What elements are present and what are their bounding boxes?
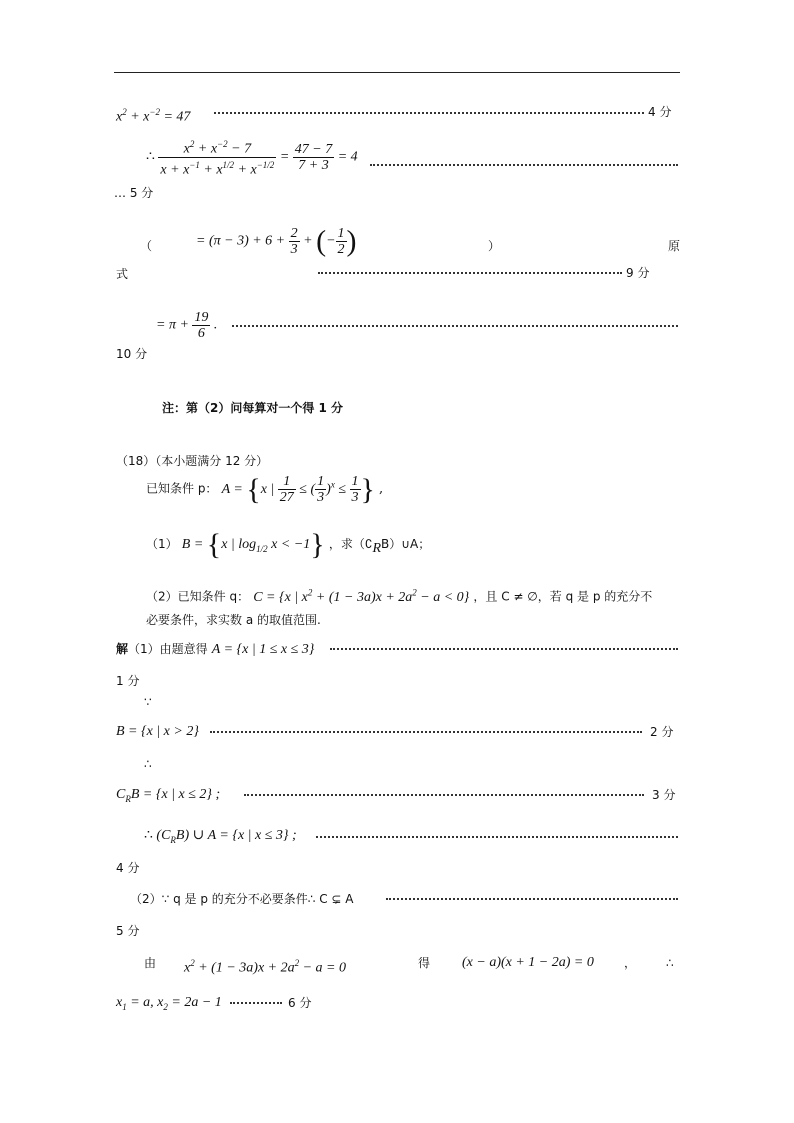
by-label: 由: [144, 956, 157, 970]
dotted-leader: [214, 112, 644, 114]
score-s1: 1 分: [116, 674, 140, 688]
result-eq: = π + $\frac{19}{6}$ .: [156, 310, 218, 341]
dotted-leader: [330, 648, 678, 650]
score-4: 4 分: [648, 105, 672, 119]
eq-roots: $x_1 = a$, $x_2 = 2a - 1$: [116, 995, 222, 1012]
header-rule: [114, 72, 680, 73]
dotted-leader: [232, 325, 678, 327]
note: 注：第（2）问每算对一个得 1 分: [162, 401, 344, 415]
paren-close: ）: [488, 239, 501, 253]
q18-header: （18）（本小题满分 12 分）: [116, 454, 269, 468]
part1-label: （1）: [146, 537, 178, 552]
get-label: 得: [418, 956, 431, 970]
cond-p-line: 已知条件 p： A = {x | $\frac{1}{27}$ ≤ ( $\frac{1}{3}$ )$^x$ ≤ $\frac{1}{3}$ } ,: [146, 472, 384, 506]
eq-CRB: $C_RB = \{x$ | x ≤ 2} ;: [116, 787, 221, 804]
part2-mid: ，且 C ≠ ∅，若 q 是 p 的充分不: [473, 589, 653, 604]
score-s2: 2 分: [650, 725, 674, 739]
score-s4: 4 分: [116, 861, 140, 875]
part2-label: （2）已知条件 q：: [146, 589, 250, 604]
part2-line: （2）已知条件 q： C = {x | $x^2 + (1 - 3a)x + 2a^2 - a < 0$} ，且 C ≠ ∅，若 q 是 p 的充分不: [146, 587, 653, 605]
part1-ask2: B）∪A；: [381, 537, 431, 552]
eq-factored: (x − a)(x + 1 − 2a) = 0: [462, 955, 594, 970]
eq-B: B = {x | x > 2}: [116, 724, 199, 739]
dotted-leader: [230, 1002, 282, 1004]
therefore-1: ∴: [144, 757, 152, 771]
therefore-2: ∴: [666, 956, 674, 970]
paren-open: （: [140, 239, 153, 253]
yuan-char: 原: [668, 239, 681, 253]
dotted-leader: [316, 836, 678, 838]
score-s5: 5 分: [116, 924, 140, 938]
score-s3: 3 分: [652, 788, 676, 802]
score-s6: 6 分: [288, 996, 312, 1010]
because-1: ∵: [144, 695, 152, 709]
part1-line: （1） B = {x | $\log_{1/2} x < -1$} ，求$(∁_RB)\cup A$；: [146, 528, 431, 561]
dotted-leader: [210, 731, 642, 733]
part2-line2: 必要条件，求实数 a 的取值范围.: [146, 613, 321, 627]
eq-union: ∴ $(C_RB)$ ∪ A = {x | x ≤ 3} ;: [144, 828, 297, 845]
eq-x2: $x^2 + x^{-2} = 47$: [116, 107, 191, 125]
solution-line-1: 解（1）由题意得 A = {x | 1 ≤ x ≤ 3}: [116, 642, 315, 657]
score-9: 9 分: [626, 266, 650, 280]
shi-char: 式: [116, 267, 129, 281]
sol-1: （1）由题意得: [128, 642, 208, 656]
dotted-leader: [386, 898, 678, 900]
dotted-leader: [244, 794, 644, 796]
score-10: 10 分: [116, 347, 148, 361]
cond-p-label: 已知条件 p：: [146, 481, 218, 496]
comma: ，: [624, 956, 637, 970]
dotted-leader: [370, 164, 678, 166]
score-5: … 5 分: [114, 186, 154, 200]
fraction-eq: ∴ $\frac{x^2 + x^{-2} - 7}{x + x^{-1} + x^{1/2} + x^{-1/2}}$ = $\frac{47 - 7}{7 + 3}$ = 4: [146, 139, 358, 178]
part1-ask: ，求（∁: [328, 537, 373, 552]
dotted-leader: [318, 272, 622, 274]
formula-original: = (π − 3) + 6 + $\frac{2}{3}$ + (− $\frac{1}{2}$ ): [196, 224, 357, 258]
sol-label: 解: [116, 642, 129, 656]
part2-solution: （2）∵ q 是 p 的充分不必要条件∴ C ⊊ A: [130, 892, 354, 906]
eq-quadratic: $x^2 + (1 - 3a)x + 2a^2 - a = 0$: [184, 958, 347, 976]
